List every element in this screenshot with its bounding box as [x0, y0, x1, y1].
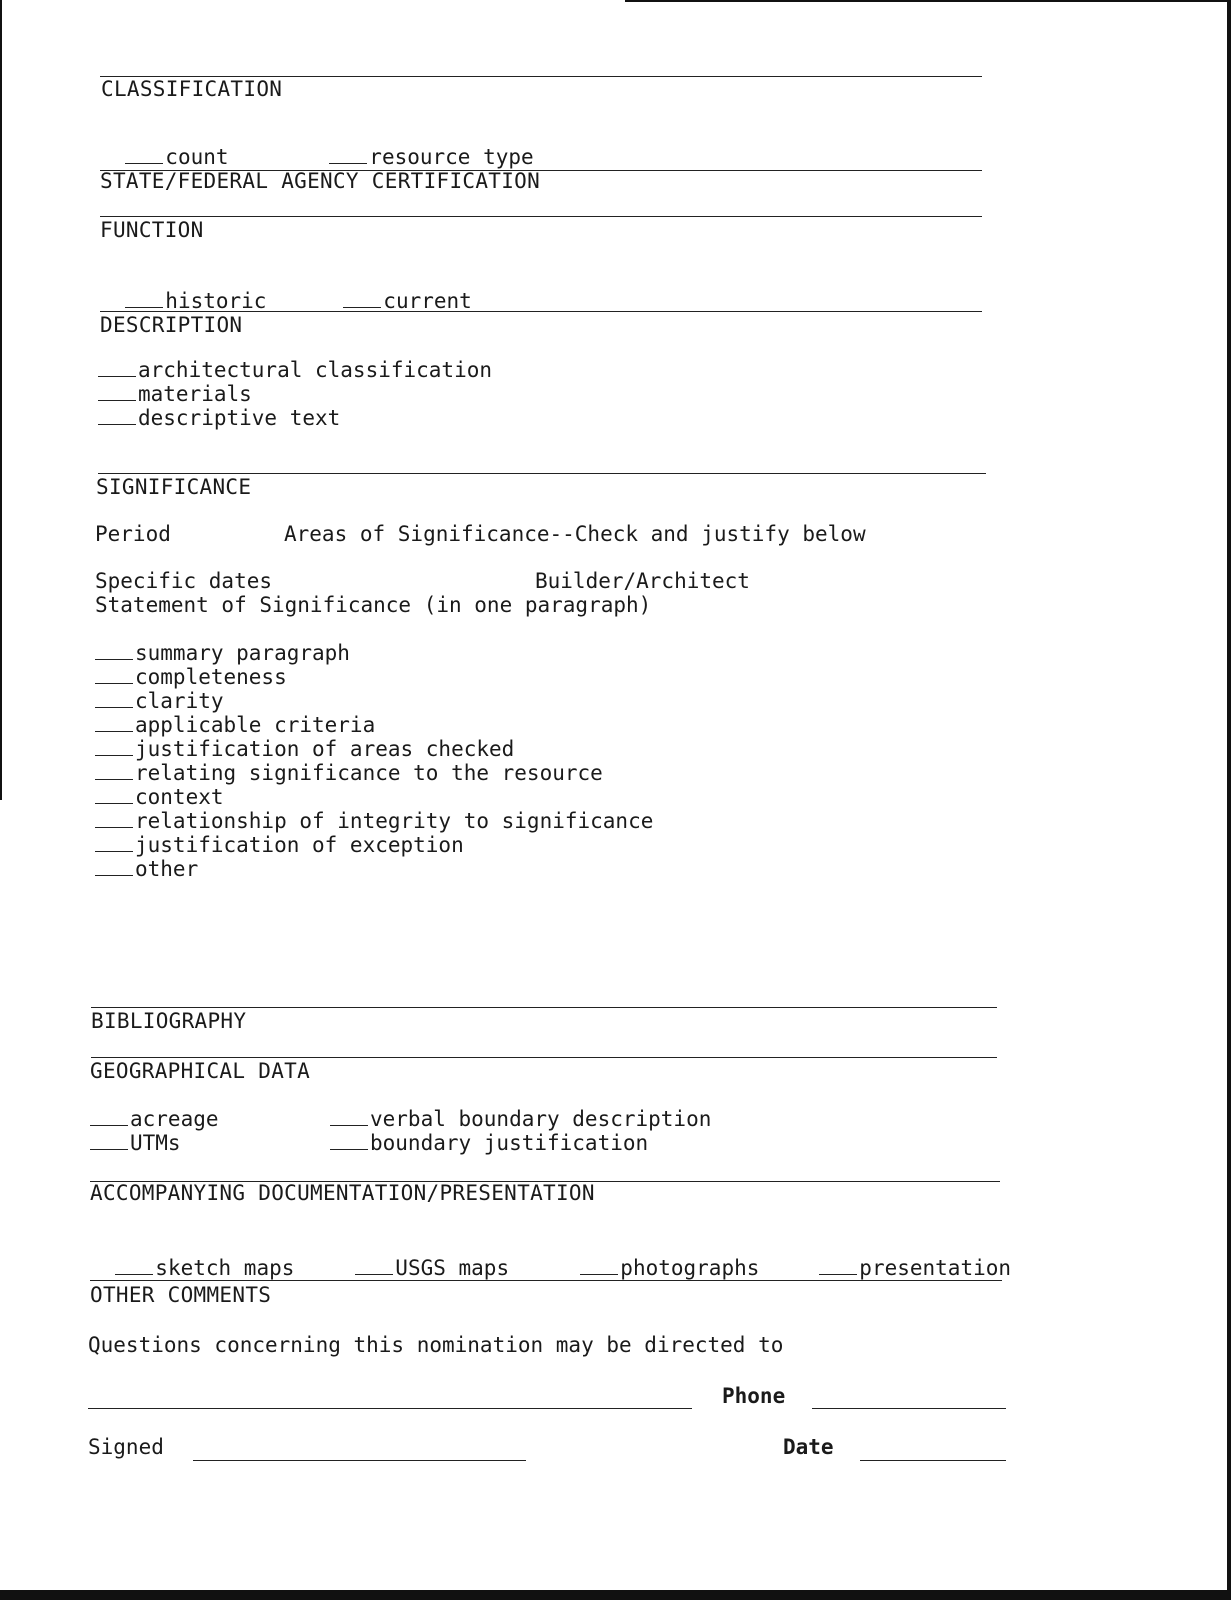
item-label: descriptive text	[138, 406, 341, 430]
checkbox-blank[interactable]	[95, 858, 133, 876]
item-label: context	[135, 785, 224, 809]
checkbox-blank[interactable]	[330, 1132, 368, 1150]
bibliography-heading: BIBLIOGRAPHY	[91, 1009, 247, 1033]
geographical-left-checklist	[90, 1107, 219, 1155]
item-label: applicable criteria	[135, 713, 376, 737]
description-heading: DESCRIPTION	[100, 313, 243, 337]
period-label: Period	[95, 522, 171, 546]
specific-dates-label: Specific dates	[95, 569, 273, 593]
section-rule	[98, 473, 986, 474]
documentation-heading-text: ACCOMPANYING DOCUMENTATION/PRESENTATION	[90, 1181, 595, 1205]
item-label: justification of exception	[135, 833, 464, 857]
checkbox-blank[interactable]	[90, 1108, 128, 1126]
section-rule	[91, 1007, 997, 1008]
checklist-item	[330, 1107, 711, 1131]
checklist-item	[95, 689, 653, 713]
item-label: presentation	[859, 1256, 1012, 1280]
item-label: sketch maps	[155, 1256, 295, 1280]
item-label: relating significance to the resource	[135, 761, 603, 785]
checkbox-blank[interactable]	[95, 666, 133, 684]
item-label: USGS maps	[395, 1256, 510, 1280]
signed-label: Signed	[88, 1435, 164, 1459]
function-current-item	[318, 265, 472, 313]
checklist-item	[95, 713, 653, 737]
section-rule	[91, 1057, 997, 1058]
checkbox-blank[interactable]	[95, 810, 133, 828]
checkbox-blank[interactable]	[98, 383, 136, 401]
questions-text: Questions concerning this nomination may be directed to	[88, 1333, 784, 1357]
section-rule	[100, 311, 982, 312]
checkbox-blank[interactable]	[343, 290, 381, 308]
checkbox-blank[interactable]	[95, 714, 133, 732]
checklist-item	[90, 1131, 219, 1155]
checklist-item	[95, 857, 653, 881]
checkbox-blank[interactable]	[90, 1132, 128, 1150]
documentation-photographs-item	[555, 1232, 759, 1280]
checkbox-blank[interactable]	[125, 290, 163, 308]
checklist-item	[95, 785, 653, 809]
significance-heading: SIGNIFICANCE	[96, 475, 252, 499]
statement-label: Statement of Significance (in one paragraph)	[95, 593, 652, 617]
checkbox-blank[interactable]	[95, 690, 133, 708]
documentation-usgs-maps-item	[330, 1232, 509, 1280]
item-label: verbal boundary description	[370, 1107, 712, 1131]
phone-label: Phone	[722, 1384, 786, 1408]
checkbox-blank[interactable]	[330, 1108, 368, 1126]
checkbox-blank[interactable]	[329, 146, 367, 164]
checkbox-blank[interactable]	[98, 359, 136, 377]
documentation-presentation-item	[794, 1232, 1011, 1280]
checkbox-blank[interactable]	[580, 1257, 618, 1275]
function-heading: FUNCTION	[100, 218, 204, 242]
checklist-item	[95, 761, 653, 785]
checkbox-blank[interactable]	[98, 407, 136, 425]
checklist-item	[98, 382, 492, 406]
checklist-item	[98, 358, 492, 382]
item-label: UTMs	[130, 1131, 181, 1155]
signature-field[interactable]	[193, 1440, 526, 1461]
item-label: justification of areas checked	[135, 737, 515, 761]
checklist-item	[95, 665, 653, 689]
scan-edge-bottom	[0, 1590, 1231, 1600]
item-label: other	[135, 857, 199, 881]
item-label: acreage	[130, 1107, 219, 1131]
comments-heading: OTHER COMMENTS	[90, 1283, 272, 1307]
significance-checklist	[95, 641, 653, 881]
classification-count-item	[100, 121, 229, 169]
documentation-heading	[90, 1181, 595, 1205]
geographical-right-checklist	[330, 1107, 711, 1155]
item-label: relationship of integrity to significance	[135, 809, 654, 833]
checklist-item	[95, 737, 653, 761]
date-label: Date	[783, 1435, 834, 1459]
item-label: clarity	[135, 689, 224, 713]
checklist-item	[330, 1131, 711, 1155]
item-label: photographs	[620, 1256, 760, 1280]
checkbox-blank[interactable]	[115, 1257, 153, 1275]
function-historic-item	[100, 265, 266, 313]
item-label: summary paragraph	[135, 641, 350, 665]
checkbox-blank[interactable]	[95, 834, 133, 852]
description-checklist	[98, 358, 492, 430]
contact-name-field[interactable]	[88, 1388, 692, 1409]
scan-edge-top	[625, 0, 1231, 2]
builder-architect-label: Builder/Architect	[535, 569, 750, 593]
section-rule	[100, 216, 982, 217]
date-field[interactable]	[860, 1440, 1006, 1461]
item-label: boundary justification	[370, 1131, 649, 1155]
item-label: historic	[165, 289, 267, 313]
item-label: resource type	[369, 145, 534, 169]
classification-resource-type-item	[304, 121, 534, 169]
item-label: materials	[138, 382, 252, 406]
documentation-sketch-maps-item	[90, 1232, 294, 1280]
section-rule	[90, 1280, 1002, 1281]
item-label: count	[165, 145, 229, 169]
certification-heading: STATE/FEDERAL AGENCY CERTIFICATION	[100, 169, 541, 193]
scan-edge-right	[1227, 0, 1231, 1600]
checklist-item	[95, 809, 653, 833]
checkbox-blank[interactable]	[819, 1257, 857, 1275]
checkbox-blank[interactable]	[355, 1257, 393, 1275]
checklist-item	[98, 406, 492, 430]
checklist-item	[95, 641, 653, 665]
checklist-item	[90, 1107, 219, 1131]
checkbox-blank[interactable]	[95, 642, 133, 660]
geographical-heading: GEOGRAPHICAL DATA	[90, 1059, 311, 1083]
item-label: architectural classification	[138, 358, 493, 382]
checkbox-blank[interactable]	[125, 146, 163, 164]
phone-field[interactable]	[812, 1388, 1006, 1409]
checkbox-blank[interactable]	[95, 786, 133, 804]
item-label: completeness	[135, 665, 287, 689]
checkbox-blank[interactable]	[95, 738, 133, 756]
checkbox-blank[interactable]	[95, 762, 133, 780]
item-label: current	[383, 289, 472, 313]
classification-heading: CLASSIFICATION	[101, 77, 283, 101]
checklist-item	[95, 833, 653, 857]
areas-label: Areas of Significance--Check and justify below	[284, 522, 866, 546]
scan-edge-left	[0, 0, 2, 800]
